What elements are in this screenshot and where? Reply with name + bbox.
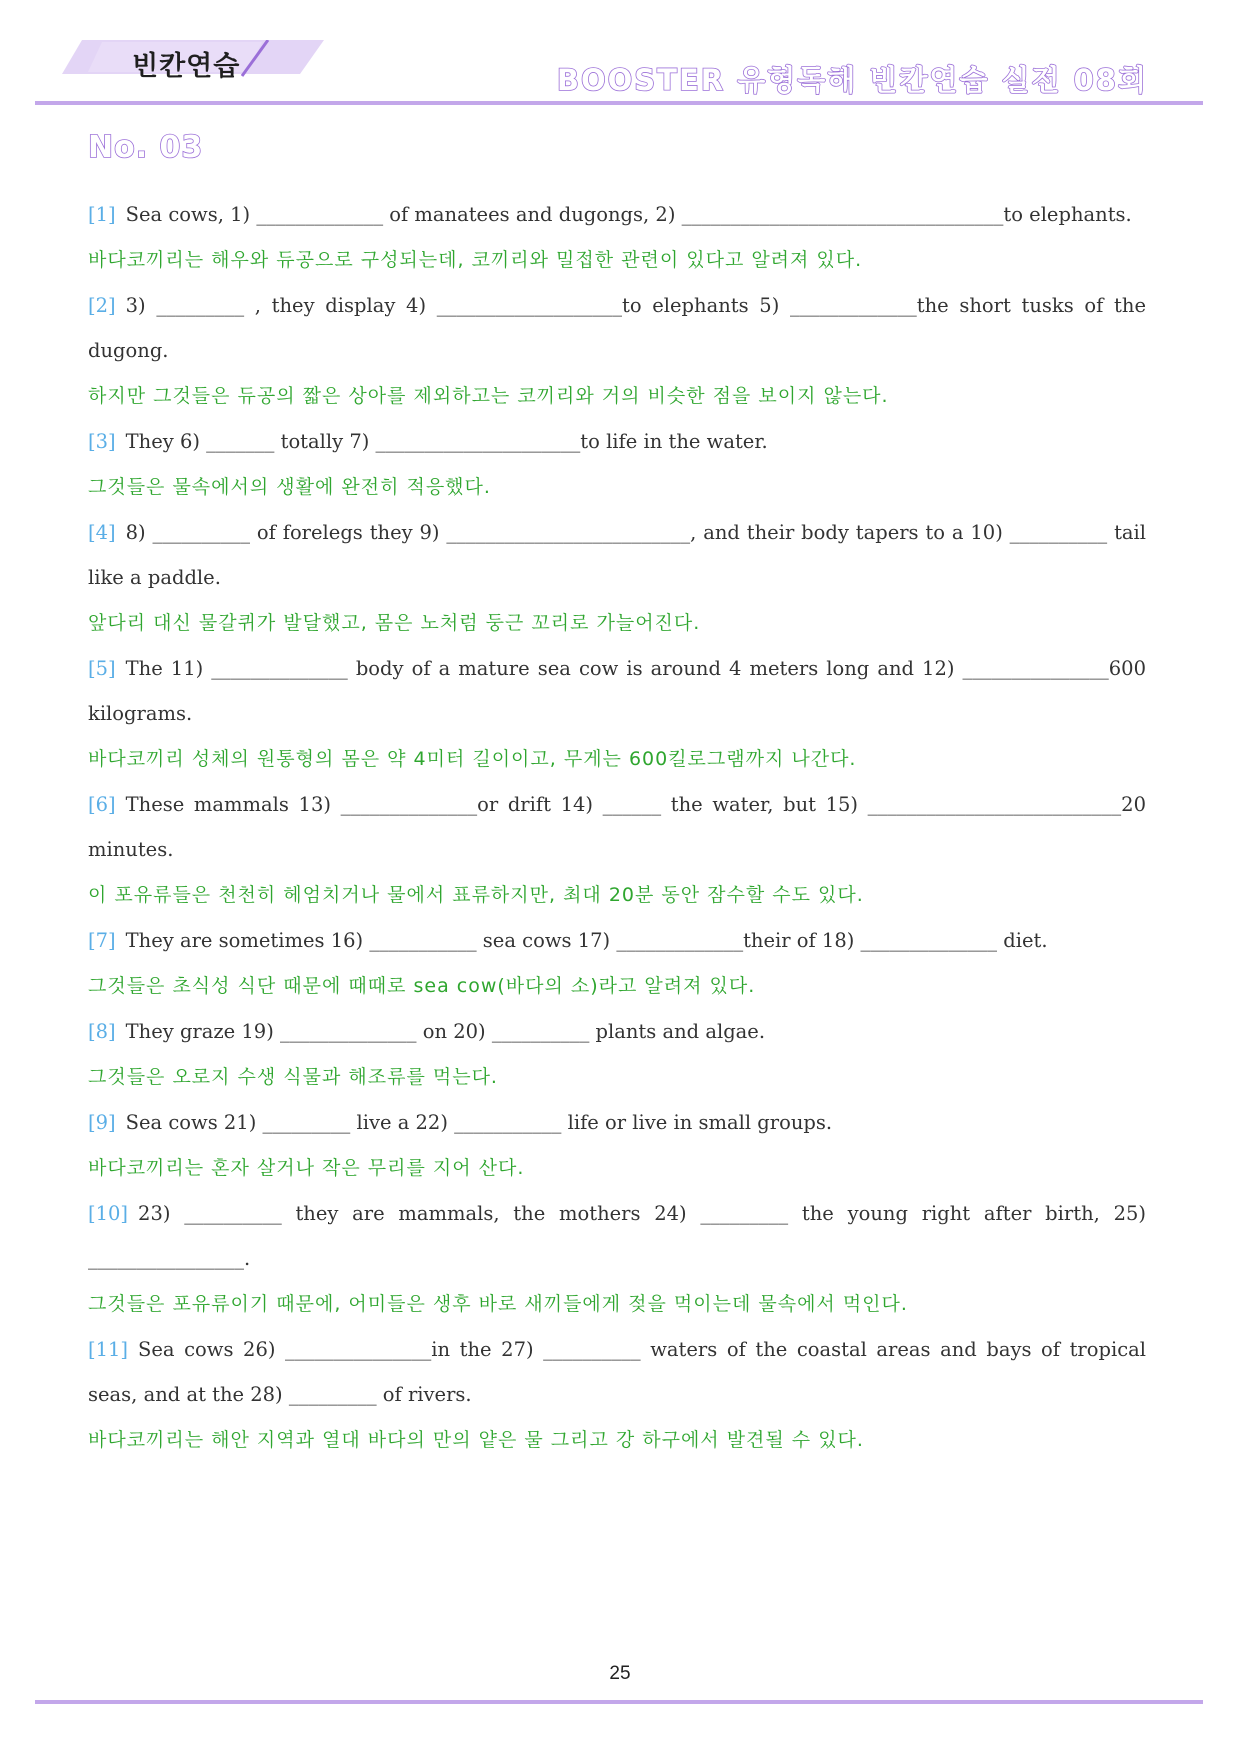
english-sentence	[88, 510, 1146, 600]
sentence-text: They 6) _______ totally 7) _____________________to life in the water.	[125, 430, 768, 453]
sentence-text: The 11) ______________ body of a mature sea cow is around 4 meters long and 12) _______________600 kilograms.	[88, 657, 1146, 725]
english-sentence	[88, 918, 1146, 963]
question-number-label: No. 03	[88, 130, 204, 165]
item-number: [2]	[88, 294, 116, 317]
english-sentence	[88, 283, 1146, 373]
exercise-item	[88, 918, 1146, 1009]
sentence-text: 8) __________ of forelegs they 9) _________________________, and their body tapers to a 10) __________ tail like a paddle.	[88, 521, 1146, 589]
series-title: BOOSTER 유형독해 빈칸연습 실전 08회	[556, 63, 1148, 97]
exercise-item	[88, 510, 1146, 646]
header-divider	[35, 101, 1203, 105]
exercise-body	[88, 192, 1146, 1463]
tab-title: 빈칸연습	[132, 51, 241, 82]
item-number: [10]	[88, 1202, 129, 1225]
exercise-item	[88, 782, 1146, 918]
exercise-item	[88, 1191, 1146, 1327]
sentence-text: Sea cows 26) _______________in the 27) __________ waters of the coastal areas and bays of tropical seas, and at the 28) _________ of rivers.	[88, 1338, 1146, 1406]
item-number: [7]	[88, 929, 116, 952]
english-sentence	[88, 782, 1146, 872]
footer-divider	[35, 1700, 1203, 1704]
korean-translation: 앞다리 대신 물갈퀴가 발달했고, 몸은 노처럼 둥근 꼬리로 가늘어진다.	[88, 612, 701, 634]
exercise-item	[88, 1327, 1146, 1463]
english-sentence	[88, 1100, 1146, 1145]
korean-translation: 바다코끼리는 해우와 듀공으로 구성되는데, 코끼리와 밀접한 관련이 있다고 알려져 있다.	[88, 249, 863, 271]
item-number: [1]	[88, 203, 116, 226]
korean-translation: 하지만 그것들은 듀공의 짧은 상아를 제외하고는 코끼리와 거의 비슷한 점을 보이지 않는다.	[88, 385, 889, 407]
item-number: [9]	[88, 1111, 116, 1134]
item-number: [8]	[88, 1020, 116, 1043]
item-number: [3]	[88, 430, 116, 453]
exercise-item	[88, 283, 1146, 419]
item-number: [4]	[88, 521, 116, 544]
sentence-text: 23) __________ they are mammals, the mothers 24) _________ the young right after birth, 25) ________________.	[88, 1202, 1146, 1270]
korean-translation: 그것들은 물속에서의 생활에 완전히 적응했다.	[88, 476, 491, 498]
exercise-item	[88, 1100, 1146, 1191]
sentence-text: These mammals 13) ______________or drift 14) ______ the water, but 15) __________________________20 minutes.	[88, 793, 1146, 861]
korean-translation: 그것들은 오로지 수생 식물과 해조류를 먹는다.	[88, 1066, 498, 1088]
english-sentence	[88, 419, 1146, 464]
korean-translation: 그것들은 포유류이기 때문에, 어미들은 생후 바로 새끼들에게 젖을 먹이는데 물속에서 먹인다.	[88, 1293, 908, 1315]
exercise-item	[88, 646, 1146, 782]
english-sentence	[88, 1009, 1146, 1054]
english-sentence	[88, 1327, 1146, 1417]
english-sentence	[88, 192, 1146, 237]
korean-translation: 바다코끼리 성체의 원통형의 몸은 약 4미터 길이이고, 무게는 600킬로그램까지 나간다.	[88, 748, 857, 770]
english-sentence	[88, 1191, 1146, 1281]
sentence-text: Sea cows, 1) _____________ of manatees and dugongs, 2) _________________________________to elephants.	[125, 203, 1132, 226]
korean-translation: 바다코끼리는 해안 지역과 열대 바다의 만의 얕은 물 그리고 강 하구에서 발견될 수 있다.	[88, 1429, 864, 1451]
item-number: [11]	[88, 1338, 129, 1361]
sentence-text: They graze 19) ______________ on 20) __________ plants and algae.	[125, 1020, 766, 1043]
page-number: 25	[609, 1663, 631, 1684]
sentence-text: Sea cows 21) _________ live a 22) ___________ life or live in small groups.	[125, 1111, 833, 1134]
sentence-text: They are sometimes 16) ___________ sea cows 17) _____________their of 18) ______________ diet.	[125, 929, 1048, 952]
korean-translation: 그것들은 초식성 식단 때문에 때때로 sea cow(바다의 소)라고 알려져 있다.	[88, 975, 756, 997]
page-header	[0, 0, 1240, 110]
exercise-item	[88, 192, 1146, 283]
korean-translation: 이 포유류들은 천천히 헤엄치거나 물에서 표류하지만, 최대 20분 동안 잠수할 수도 있다.	[88, 884, 864, 906]
korean-translation: 바다코끼리는 혼자 살거나 작은 무리를 지어 산다.	[88, 1157, 525, 1179]
exercise-item	[88, 419, 1146, 510]
exercise-item	[88, 1009, 1146, 1100]
sentence-text: 3) _________ , they display 4) ___________________to elephants 5) _____________the short tusks of the dugong.	[88, 294, 1146, 362]
item-number: [5]	[88, 657, 116, 680]
english-sentence	[88, 646, 1146, 736]
item-number: [6]	[88, 793, 116, 816]
